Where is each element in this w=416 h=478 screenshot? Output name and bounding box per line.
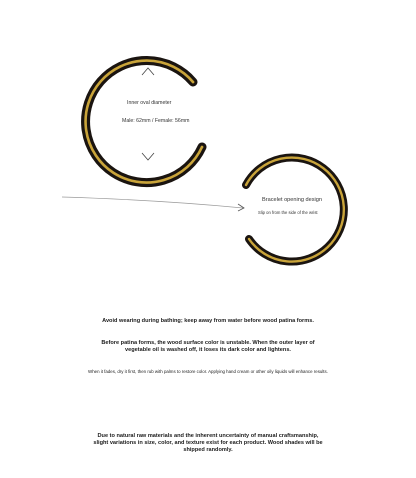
chevron-up-icon [142, 68, 154, 75]
chevron-down-icon [142, 153, 154, 160]
fade-note: When it fades, dry it first, then rub with palms to restore color. Applying hand cream or other oily liquids will enhance results. [88, 369, 328, 374]
arrow-right-icon [62, 197, 243, 208]
natural-line-3: shipped randomly. [183, 447, 233, 453]
natural-variation-note [0, 433, 416, 454]
patina-note [0, 340, 416, 354]
water-warning: Avoid wearing during bathing; keep away from water before wood patina forms. [102, 318, 314, 324]
patina-line-2: vegetable oil is washed off, it loses its dark color and lightens. [125, 347, 291, 353]
opening-design-label: Bracelet opening design [262, 197, 323, 203]
size-label: Male: 62mm / Female: 56mm [122, 118, 190, 124]
opening-description: Slip on from the side of the wrist [258, 210, 318, 215]
inner-diameter-label: Inner oval diameter [127, 100, 172, 106]
patina-line-1: Before patina forms, the wood surface color is unstable. When the outer layer of [101, 340, 315, 346]
bracelet-end-dot [201, 146, 204, 149]
bracelet-end-dot [192, 81, 195, 84]
natural-line-1: Due to natural raw materials and the inherent uncertainty of manual craftsmanship, [97, 433, 319, 439]
natural-line-2: slight variations in size, color, and texture exist for each product. Wood shades will be [93, 440, 323, 446]
